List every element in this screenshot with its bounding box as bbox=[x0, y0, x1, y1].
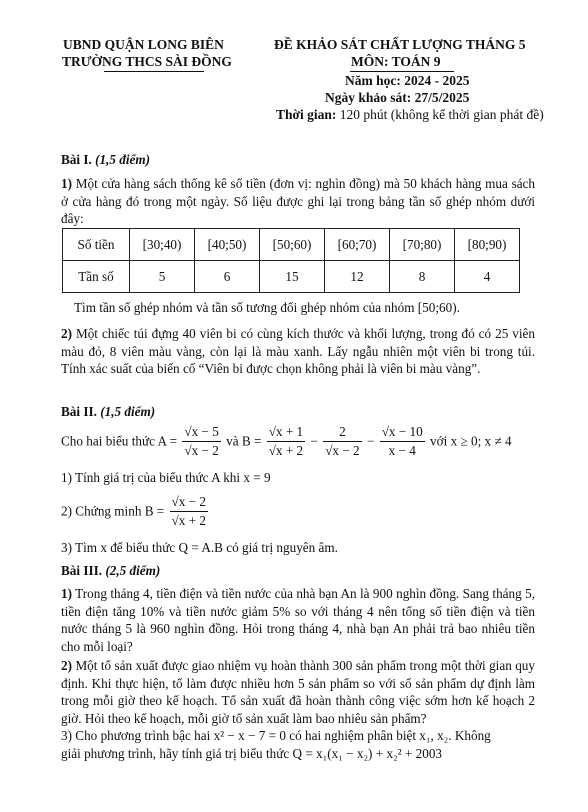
table-cell: [80;90) bbox=[455, 229, 520, 261]
section-heading-bai3 bbox=[61, 563, 160, 579]
section-points: (1,5 điểm) bbox=[100, 404, 156, 419]
table-row-label: Tần số bbox=[63, 261, 130, 293]
expression-condition: với x ≥ 0; x ≠ 4 bbox=[430, 433, 512, 449]
time-label: Thời gian: bbox=[276, 107, 337, 122]
table-cell: [70;80) bbox=[390, 229, 455, 261]
header-divider bbox=[104, 71, 204, 72]
section-number: Bài I. bbox=[61, 152, 92, 167]
fraction-numerator: √x + 1 bbox=[267, 424, 305, 442]
district-name: UBND QUẬN LONG BIÊN bbox=[63, 37, 224, 52]
bai2-question1: 1) Tính giá trị của biểu thức A khi x = 9 bbox=[61, 470, 271, 485]
question-text: Một chiếc túi đựng 40 viên bi có cùng kích thước và khối lượng, trong đó có 25 viên màu đỏ, 8 viên màu vàng, còn lại là màu xanh. Lấy ngẫu nhiên một viên bi trong túi. Tính xác suất của biến cố “Viên bi được chọn không phải là viên bi màu vàng”. bbox=[61, 326, 535, 376]
school-year: Năm học: 2024 - 2025 bbox=[345, 73, 470, 88]
section-points: (2,5 điểm) bbox=[105, 563, 161, 578]
question-text: Một cửa hàng sách thống kê số tiền (đơn vị: nghìn đồng) mà 50 khách hàng mua sách ở cửa hàng đó trong một ngày. Số liệu được ghi lại trong bảng tần số ghép nhóm dưới đây: bbox=[61, 176, 536, 226]
table-row bbox=[63, 261, 520, 293]
frequency-table bbox=[62, 228, 520, 293]
bai1-question2 bbox=[61, 325, 535, 378]
expression-and: và B = bbox=[226, 433, 262, 449]
question-number: 2) bbox=[61, 326, 72, 341]
fraction-numerator: 2 bbox=[323, 424, 361, 442]
bai2-question2 bbox=[61, 494, 210, 529]
section-number: Bài III. bbox=[61, 563, 103, 578]
fraction-denominator: √x − 2 bbox=[325, 443, 360, 458]
question-text: 2) Chứng minh B = bbox=[61, 503, 165, 519]
question-number: 2) bbox=[61, 658, 72, 673]
fraction-A bbox=[182, 424, 220, 459]
minus-sign: − bbox=[366, 433, 375, 449]
fraction-proof bbox=[170, 494, 208, 529]
fraction-numerator: √x − 2 bbox=[170, 494, 208, 512]
fraction-denominator: √x + 2 bbox=[268, 443, 304, 458]
question-text: Trong tháng 4, tiền điện và tiền nước của nhà bạn An là 900 nghìn đồng. Sang tháng 5, tiền điện tăng 10% và tiền nước giảm 5% so với tháng 4 nên tổng số tiền điện và tiền nước tháng 5 là 960 nghìn đồng. Hỏi trong tháng 4, nhà bạn An phải trả bao nhiêu tiền cho mỗi loại? bbox=[61, 586, 535, 654]
subject-underline bbox=[350, 71, 454, 72]
fraction-denominator: x − 4 bbox=[388, 443, 416, 458]
table-cell: 5 bbox=[130, 261, 195, 293]
section-heading-bai1 bbox=[61, 152, 150, 168]
expression-intro: Cho hai biểu thức A = bbox=[61, 433, 178, 449]
table-cell: 8 bbox=[390, 261, 455, 293]
fraction-denominator: √x − 2 bbox=[184, 443, 219, 458]
table-cell: [40;50) bbox=[195, 229, 260, 261]
bai3-question3-line1: 3) Cho phương trình bậc hai x² − x − 7 = 0 có hai nghiệm phân biệt x₁, x₂. Không bbox=[61, 728, 491, 743]
bai2-question3: 3) Tìm x để biểu thức Q = A.B có giá trị nguyên âm. bbox=[61, 540, 338, 555]
section-points: (1,5 điểm) bbox=[95, 152, 151, 167]
bai3-question3-line2: giải phương trình, hãy tính giá trị biểu thức Q = x₁(x₁ − x₂) + x₂² + 2003 bbox=[61, 746, 443, 761]
time-value: 120 phút (không kể thời gian phát đề) bbox=[339, 107, 544, 122]
minus-sign: − bbox=[310, 433, 318, 449]
table-row-label: Số tiền bbox=[63, 229, 130, 261]
question-number: 1) bbox=[61, 176, 72, 191]
fraction-numerator: √x − 10 bbox=[380, 424, 425, 442]
section-number: Bài II. bbox=[61, 404, 97, 419]
exam-duration bbox=[276, 107, 544, 123]
fraction-B3 bbox=[380, 424, 425, 459]
bai3-question2 bbox=[61, 657, 535, 727]
school-name: TRƯỜNG THCS SÀI ĐỒNG bbox=[62, 54, 232, 69]
table-cell: 12 bbox=[325, 261, 390, 293]
bai1-question1 bbox=[61, 175, 535, 228]
bai1-task: Tìm tần số ghép nhóm và tần số tương đối ghép nhóm của nhóm [50;60). bbox=[74, 300, 460, 315]
table-cell: [50;60) bbox=[260, 229, 325, 261]
table-cell: [60;70) bbox=[325, 229, 390, 261]
fraction-numerator: √x − 5 bbox=[182, 424, 220, 442]
table-cell: [30;40) bbox=[130, 229, 195, 261]
bai3-question1 bbox=[61, 585, 535, 655]
fraction-denominator: √x + 2 bbox=[171, 513, 207, 528]
exam-date: Ngày khảo sát: 27/5/2025 bbox=[325, 90, 470, 105]
table-cell: 4 bbox=[455, 261, 520, 293]
table-cell: 6 bbox=[195, 261, 260, 293]
section-heading-bai2 bbox=[61, 404, 155, 420]
bai2-expressions bbox=[61, 424, 512, 459]
question-number: 1) bbox=[61, 586, 72, 601]
table-row bbox=[63, 229, 520, 261]
fraction-B2 bbox=[323, 424, 361, 459]
question-text: Một tổ sản xuất được giao nhiệm vụ hoàn thành 300 sản phẩm trong một thời gian quy định. Khi thực hiện, tổ làm được nhiều hơn 5 sản phẩm so với số sản phẩm dự định làm trong mỗi giờ theo kế hoạch. Tổ sản xuất đã hoàn thành công việc sớm hơn kế hoạch 2 giờ. Hỏi theo kế hoạch, mỗi giờ tổ sản xuất làm bao nhiêu sản phẩm? bbox=[61, 658, 535, 726]
subject: MÔN: TOÁN 9 bbox=[351, 54, 441, 69]
table-cell: 15 bbox=[260, 261, 325, 293]
exam-title: ĐỀ KHẢO SÁT CHẤT LƯỢNG THÁNG 5 bbox=[274, 37, 526, 52]
fraction-B1 bbox=[267, 424, 305, 459]
